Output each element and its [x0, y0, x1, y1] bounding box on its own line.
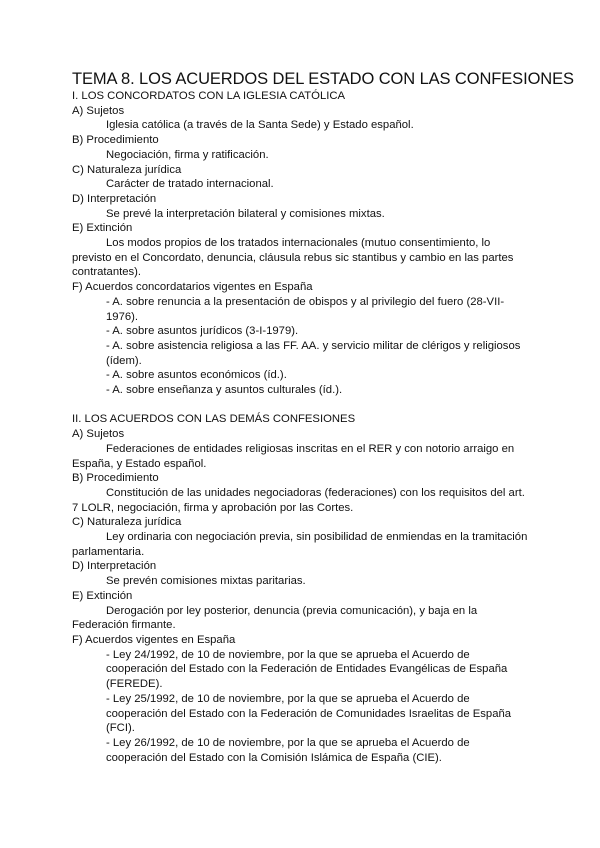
- list-item: - A. sobre renuncia a la presentación de obispos y al privilegio del fuero (28-VII-1976).: [106, 295, 505, 323]
- subsection-heading: C) Naturaleza jurídica: [72, 516, 182, 529]
- paragraph: Carácter de tratado internacional.: [106, 178, 274, 191]
- subsection-heading: D) Interpretación: [72, 192, 157, 205]
- document-page: [72, 70, 574, 765]
- subsection-heading: E) Extinción: [72, 589, 133, 602]
- section-spacer: [72, 398, 532, 413]
- subsection-heading: E) Extinción: [72, 222, 133, 235]
- paragraph: Iglesia católica (a través de la Santa Sede) y Estado español.: [106, 119, 414, 132]
- list-item: - Ley 24/1992, de 10 de noviembre, por la que se aprueba el Acuerdo de cooperación del Estado con la Federación de Entidades Evangélicas de España (FEREDE).: [106, 648, 508, 691]
- paragraph: Federaciones de entidades religiosas inscritas en el RER y con notorio arraigo en España, y Estado español.: [72, 442, 515, 470]
- list-item: - A. sobre asuntos jurídicos (3-I-1979).: [106, 325, 299, 338]
- subsection-heading: F) Acuerdos vigentes en España: [72, 634, 236, 646]
- list-item: - A. sobre asistencia religiosa a las FF. AA. y servicio militar de clérigos y religiosos (ídem).: [106, 339, 521, 367]
- paragraph: Constitución de las unidades negociadoras (federaciones) con los requisitos del art. 7 LOLR, negociación, firma y aprobación por las Cortes.: [72, 486, 525, 514]
- subsection-heading: D) Interpretación: [72, 560, 157, 573]
- paragraph: Los modos propios de los tratados internacionales (mutuo consentimiento, lo previsto en el Concordato, denuncia, cláusula rebus sic stantibus y cambio en las partes contratantes).: [72, 237, 514, 279]
- subsection-heading: A) Sujetos: [72, 428, 125, 441]
- section-heading-concordatos: I. LOS CONCORDATOS CON LA IGLESIA CATÓLICA: [72, 90, 346, 102]
- paragraph: Se prevé la interpretación bilateral y comisiones mixtas.: [106, 207, 385, 220]
- paragraph: Negociación, firma y ratificación.: [106, 148, 269, 161]
- subsection-heading: F) Acuerdos concordatarios vigentes en España: [72, 281, 313, 294]
- list-item: - A. sobre enseñanza y asuntos culturales (íd.).: [106, 384, 343, 397]
- page-title: TEMA 8. LOS ACUERDOS DEL ESTADO CON LAS CONFESIONES: [72, 70, 574, 88]
- subsection-heading: A) Sujetos: [72, 104, 125, 117]
- subsection-heading: B) Procedimiento: [72, 472, 159, 485]
- list-item: - A. sobre asuntos económicos (íd.).: [106, 369, 287, 382]
- subsection-heading: C) Naturaleza jurídica: [72, 163, 182, 176]
- paragraph: Se prevén comisiones mixtas paritarias.: [106, 575, 306, 588]
- section-heading-demas-confesiones: II. LOS ACUERDOS CON LAS DEMÁS CONFESIONES: [72, 413, 356, 426]
- list-item: - Ley 25/1992, de 10 de noviembre, por la que se aprueba el Acuerdo de cooperación del Estado con la Federación de Comunidades Israelitas de España (FCI).: [106, 692, 512, 735]
- list-item: - Ley 26/1992, de 10 de noviembre, por la que se aprueba el Acuerdo de cooperación del Estado con la Comisión Islámica de España (CIE).: [106, 736, 470, 764]
- paragraph: Ley ordinaria con negociación previa, sin posibilidad de enmiendas en la tramitación parlamentaria.: [72, 531, 528, 558]
- paragraph: Derogación por ley posterior, denuncia (previa comunicación), y baja en la Federación firmante.: [72, 604, 478, 632]
- subsection-heading: B) Procedimiento: [72, 134, 159, 147]
